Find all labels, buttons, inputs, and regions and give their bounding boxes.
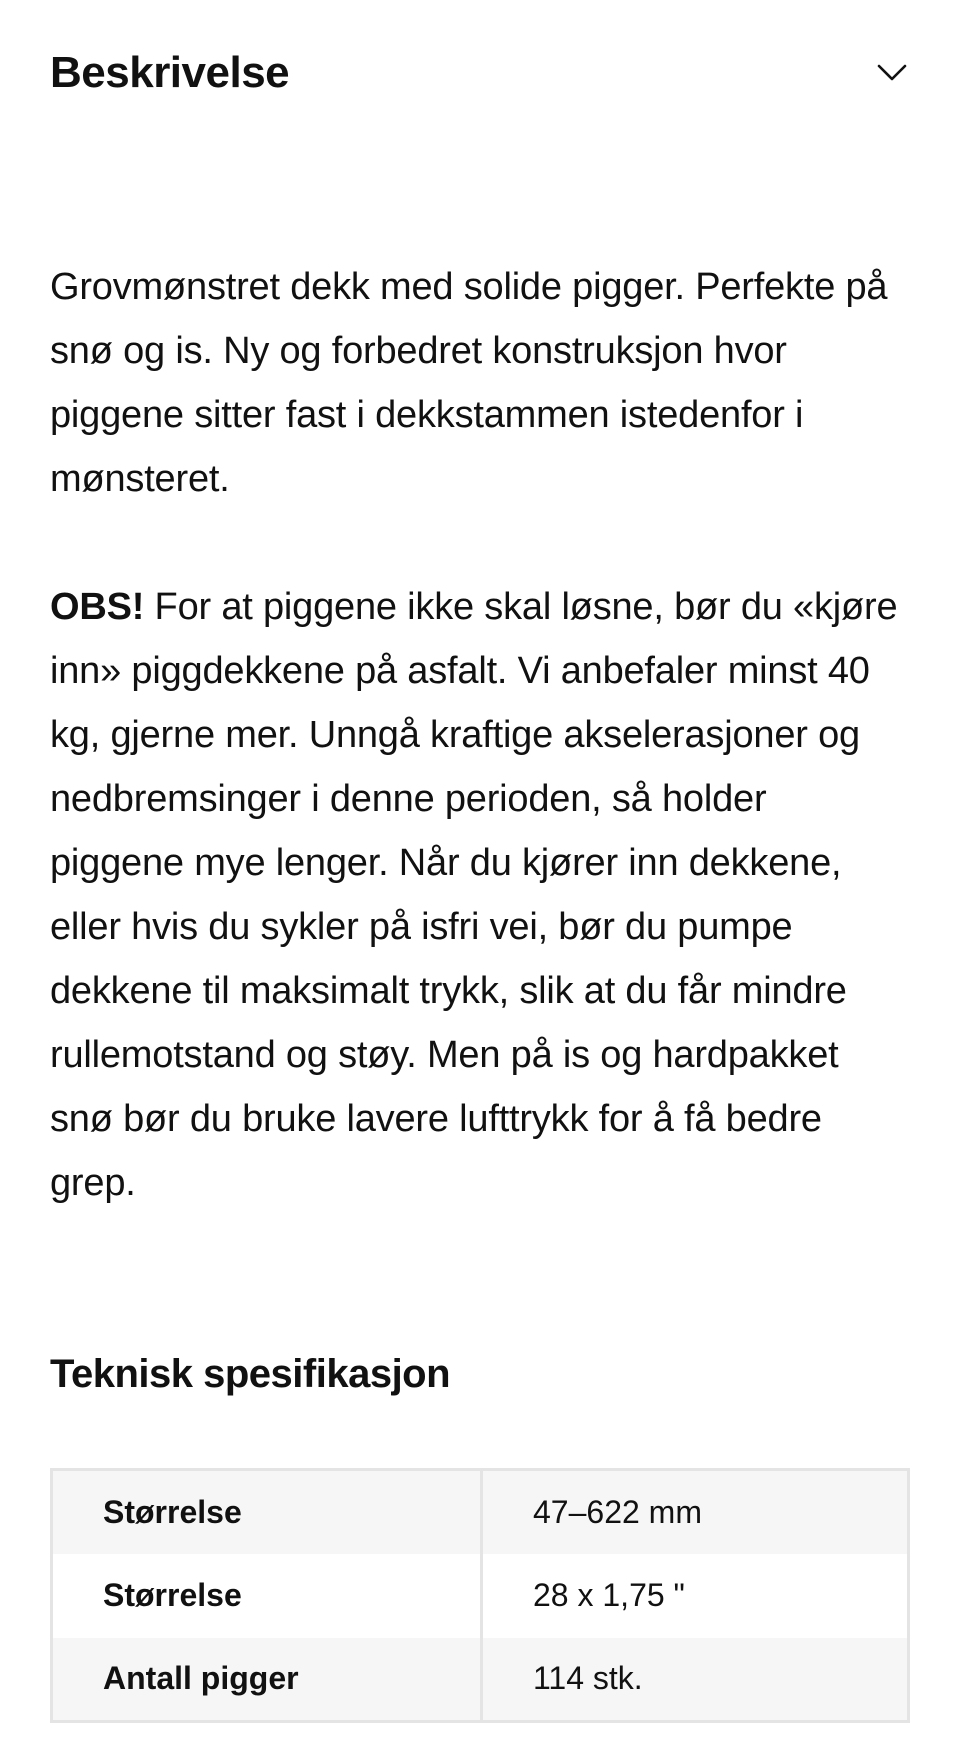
spec-table xyxy=(50,1468,910,1723)
table-row xyxy=(52,1638,909,1722)
spec-value: 47–622 mm xyxy=(482,1470,909,1554)
spec-value: 114 stk. xyxy=(482,1638,909,1722)
spec-label: Størrelse xyxy=(52,1470,482,1554)
description-notice xyxy=(50,575,910,1215)
description-accordion-header[interactable] xyxy=(50,38,910,108)
spec-value: 28 x 1,75 " xyxy=(482,1554,909,1638)
description-title: Beskrivelse xyxy=(50,48,290,97)
spec-label: Størrelse xyxy=(52,1554,482,1638)
table-row xyxy=(52,1554,909,1638)
description-body xyxy=(50,255,910,1215)
spec-title: Teknisk spesifikasjon xyxy=(50,1352,451,1396)
notice-text: For at piggene ikke skal løsne, bør du «kjøre inn» piggdekkene på asfalt. Vi anbefaler minst 40 kg, gjerne mer. Unngå kraftige akselerasjoner og nedbremsinger i denne perioden, så holder piggene mye lenger. Når du kjører inn dekkene, eller hvis du sykler på isfri vei, bør du pumpe dekkene til maksimalt trykk, slik at du får mindre rullemotstand og støy. Men på is og hardpakket snø bør du bruke lavere lufttrykk for å få bedre grep. xyxy=(50,586,898,1204)
chevron-down-icon[interactable] xyxy=(874,55,910,91)
spec-label: Antall pigger xyxy=(52,1638,482,1722)
obs-label: OBS! xyxy=(50,586,145,628)
description-paragraph: Grovmønstret dekk med solide pigger. Perfekte på snø og is. Ny og forbedret konstruksjon hvor piggene sitter fast i dekkstammen istedenfor i mønsteret. xyxy=(50,266,888,500)
table-row xyxy=(52,1470,909,1554)
